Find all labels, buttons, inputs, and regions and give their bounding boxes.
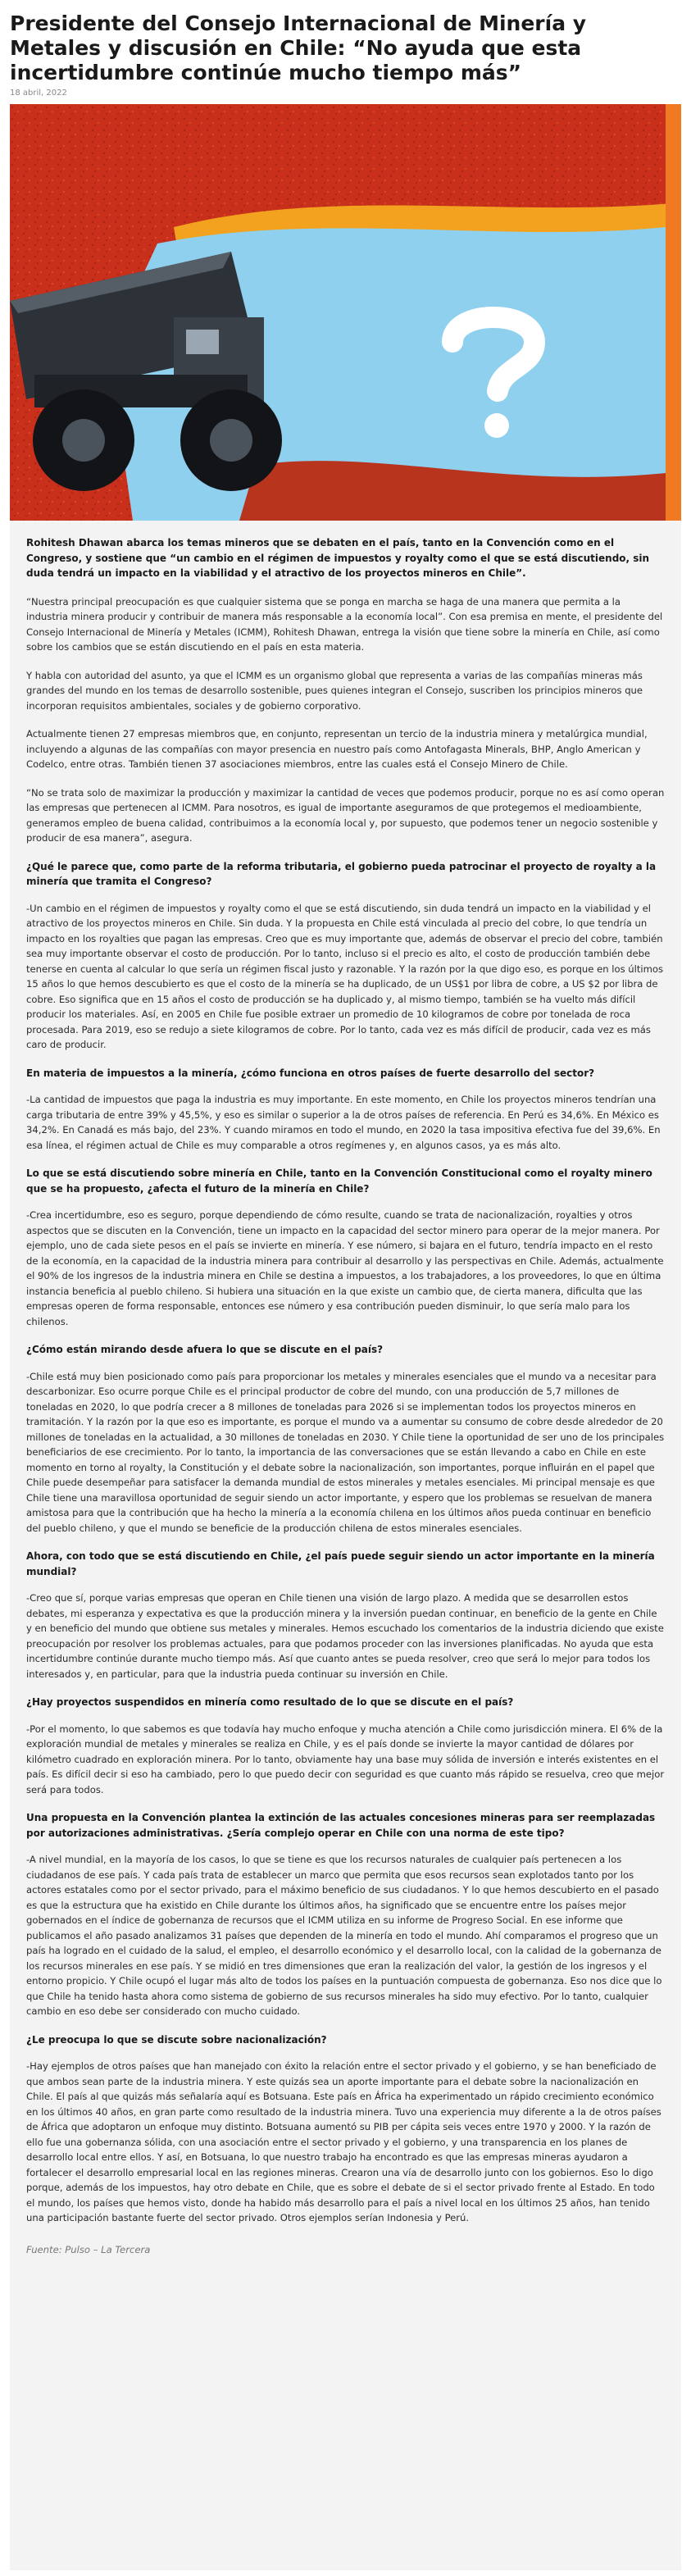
paragraph: “Nuestra principal preocupación es que cualquier sistema que se ponga en marcha se haga de una manera que permita a la industria minera producir y contribuir de manera más responsable a la economía local”. Con esa premisa en mente, el presidente del Consejo Internacional de Minería y Metales (ICMM), Rohitesh Dhawan, entrega la visión que tiene sobre la minería en Chile, así como sobre los cambios que se están discutiendo en el país en esta materia. — [26, 595, 663, 653]
hero-image — [10, 104, 681, 521]
question: En materia de impuestos a la minería, ¿cómo funciona en otros países de fuerte desarrollo del sector? — [26, 1067, 595, 1079]
paragraph: Y habla con autoridad del asunto, ya que el ICMM es un organismo global que representa a varias de las compañías mineras más grandes del mundo en los temas de desarrollo sostenible, pues quienes integran el Consejo, suscriben los principios mineros que incorporan requisitos ambientales, sociales y de gobierno corporativo. — [26, 669, 643, 712]
answer: -Chile está muy bien posicionado como país para proporcionar los metales y minerales esenciales que el mundo va a necesitar para descarbonizar. Eso ocurre porque Chile es el principal productor de cobre del mundo, con una producción de 5,7 millones de toneladas en 2020, lo que podría crecer a 8 millones de toneladas para 2026 si se implementan todos los proyectos mineros en tramitación. Y la razón por la que eso es importante, es porque el mundo va a aumentar su consumo de cobre desde alrededor de 20 millones de toneladas en la actualidad, a 30 millones de toneladas en 2030. Y Chile tiene la oportunidad de ser uno de los principales beneficiarios de ese crecimiento. Por lo tanto, la importancia de las conversaciones que se están llevando a cabo en Chile en este momento en torno al royalty, la Constitución y el debate sobre la nacionalización, son importantes, porque influirán en el papel que Chile puede desempeñar para satisfacer la demanda mundial de estos minerales y metales esenciales. Mi principal mensaje es que Chile tiene una maravillosa oportunidad de seguir siendo un actor importante, y espero que los problemas se resuelvan de manera amistosa para que la contribución que ha hecho la minería a la economía chilena en los últimos años pueda continuar en beneficio del pueblo chileno, y que el mundo se beneficie de la producción chilena de estos minerales esenciales. — [26, 1370, 665, 1534]
article-body — [10, 521, 681, 2570]
article-header — [0, 0, 691, 98]
answer: -Crea incertidumbre, eso es seguro, porque dependiendo de cómo resulte, cuando se trata de nacionalización, royalties y otros aspectos que se discuten en la Convención, tiene un impacto en la capacidad del sector minero para operar de la mejor manera. Por ejemplo, uno de cada siete pesos en el país se invierte en minería. Y ese número, si bajara en el futuro, tendría impacto en el resto de la economía, en la capacidad de la industria minera para contribuir al desarrollo y las perspectivas en Chile. Además, actualmente el 90% de los ingresos de la industria minera en Chile se destina a impuestos, a los trabajadores, a los proveedores, lo que en última instancia beneficia al pueblo chileno. Si hubiera una situación en la que existe un cambio que, de cierta manera, dificulta que las empresas operen de forma responsable, entonces ese número y esa contribución pueden disminuir, lo que sería malo para los chilenos. — [26, 1209, 664, 1327]
answer: -Un cambio en el régimen de impuestos y royalty como el que se está discutiendo, sin duda tendrá un impacto en la viabilidad y el atractivo de los proyectos mineros en Chile. Sin duda. Y la propuesta en Chile está vinculada al precio del cobre, lo que tendría un impacto en los royalties que pagan las empresas. Creo que es muy importante que, además de observar el precio del cobre, también sea muy importante observar el costo de producción. Por lo tanto, incluso si el precio es alto, el costo de producción también debe tenerse en cuenta al calcular lo que sería un régimen fiscal justo y razonable. Y la razón por la que digo eso, es porque en los últimos 15 años lo que hemos descubierto es que el costo de la minería se ha duplicado, de un US$1 por libra de cobre, a US $2 por libra de cobre. Eso significa que en 15 años el costo de producción se ha duplicado y, al mismo tiempo, también se ha vuelto más difícil producir los materiales. Así, en 2005 en Chile fue posible extraer un promedio de 10 kilogramos de cobre por tonelada de roca procesada. Para 2019, eso se redujo a siete kilogramos de cobre. Por lo tanto, cada vez es más difícil de producir, cada vez es más caro de producir. — [26, 902, 664, 1050]
article-lead: Rohitesh Dhawan abarca los temas mineros que se debaten en el país, tanto en la Convención como en el Congreso, y sostiene que “un cambio en el régimen de impuestos y royalty como el que se está discutiendo, sin duda tendrá un impacto en la viabilidad y el atractivo de los proyectos mineros en Chile”. — [26, 537, 650, 579]
answer: -A nivel mundial, en la mayoría de los casos, lo que se tiene es que los recursos naturales de cualquier país pertenecen a los ciudadanos de ese país. Y cada país trata de establecer un marco que permita que esos recursos sean explotados tanto por los actores estatales como por el sector privado, para el máximo beneficio de sus ciudadanos. Y lo que hemos descubierto en el pasado es que la estructura que ha existido en Chile durante los últimos años, ha significado que se encuentre entre los países mejor gobernados en el índice de gobernanza de recursos que el ICMM utiliza en su informe de Progreso Social. En ese informe que publicamos el año pasado analizamos 31 países que dependen de la minería en todo el mundo. Ahí comparamos el progreso que un país ha logrado en el cuidado de la salud, el empleo, el desarrollo económico y el desarrollo local, con la calidad de la gobernanza de los recursos minerales en ese país. Y se midió en tres dimensiones que eran la realización del valor, la gestión de los ingresos y el entorno propicio. Y Chile ocupó el lugar más alto de todos los países en la puntuación compuesta de gobernanza. Eso nos dice que lo que Chile ha tenido hasta ahora como sistema de gobierno de sus recursos minerales ha sido muy efectivo. Por lo tanto, cualquier cambio en eso debe ser considerado con mucho cuidado. — [26, 1854, 662, 2017]
article-source: Fuente: Pulso – La Tercera — [26, 2243, 151, 2255]
question: ¿Qué le parece que, como parte de la reforma tributaria, el gobierno pueda patrocinar el proyecto de royalty a la minería que tramita el Congreso? — [26, 860, 657, 887]
paragraph: Actualmente tienen 27 empresas miembros que, en conjunto, representan un tercio de la industria minera y metalúrgica mundial, incluyendo a algunas de las compañías con mayor presencia en nuestro país como Antofagasta Minerals, BHP, Anglo American y Codelco, entre otras. También tienen 37 asociaciones miembros, entre las cuales está el Consejo Minero de Chile. — [26, 728, 648, 770]
question: ¿Le preocupa lo que se discute sobre nacionalización? — [26, 2033, 327, 2046]
question: ¿Hay proyectos suspendidos en minería como resultado de lo que se discute en el país? — [26, 1696, 514, 1708]
answer: -Hay ejemplos de otros países que han manejado con éxito la relación entre el sector privado y el gobierno, y se han beneficiado de que ambos sean parte de la industria minera. Y este quizás sea un aporte importante para el debate sobre la nacionalización en Chile. El país al que quizás más señalaría aquí es Botsuana. Este país en África ha experimentado un rápido crecimiento económico en los últimos 40 años, en gran parte como resultado de la industria minera. Tuvo una experiencia muy diferente a la de otros países de África que adoptaron un enfoque muy distinto. Botsuana aumentó su PIB per cápita seis veces entre 1970 y 2000. Y la razón de ello fue una gobernanza sólida, con una asociación entre el sector privado y el gobierno, y una transparencia en los planes de desarrollo local entre ellos. Y así, en Botsuana, lo que nuestro trabajo ha encontrado es que las empresas mineras ayudaron a fortalecer el desarrollo empresarial local en las regiones mineras. Crearon una vía de desarrollo junto con los gobiernos. Eso lo digo porque, además de los impuestos, hay otro debate en Chile, que es sobre el debate de si el sector privado frente al Estado. En todo el mundo, los países que hemos visto, donde ha habido más desarrollo para el país a nivel local en los últimos 25 años, han tenido una participación bastante fuerte del sector privado. Otros ejemplos serían Indonesia y Perú. — [26, 2060, 661, 2223]
article-title: Presidente del Consejo Internacional de Minería y Metales y discusión en Chile: “No ayuda que esta incertidumbre continúe mucho tiempo más” — [10, 11, 587, 84]
question: Ahora, con todo que se está discutiendo en Chile, ¿el país puede seguir siendo un actor importante en la minería mundial? — [26, 1550, 655, 1577]
article-date: 18 abril, 2022 — [10, 89, 67, 98]
question: ¿Cómo están mirando desde afuera lo que se discute en el país? — [26, 1344, 384, 1355]
answer: -Creo que sí, porque varias empresas que operan en Chile tienen una visión de largo plazo. A medida que se desarrollen estos debates, mi esperanza y expectativa es que la producción minera y la inversión puedan continuar, en beneficio de la gente en Chile y en beneficio del mundo que obtiene sus metales y minerales. Hemos escuchado los comentarios de la industria diciendo que existe preocupación por resolver los problemas actuales, para que podamos proceder con las inversiones planificadas. No ayuda que esta incertidumbre continúe durante mucho tiempo más. Así que cuanto antes se pueda resolver, creo que será lo mejor para todos los interesados y, en particular, para que la industria pueda continuar su inversión en Chile. — [26, 1592, 664, 1680]
paragraph: “No se trata solo de maximizar la producción y maximizar la cantidad de veces que podemos producir, porque no es así como operan las empresas que pertenecen al ICMM. Para nosotros, es igual de importante aseguramos de que protegemos el medioambiente, generamos empleo de buena calidad, contribuimos a la economía local y, por supuesto, que podemos tener un negocio sostenible y producir de esa manera”, asegura. — [26, 786, 665, 844]
answer: -Por el momento, lo que sabemos es que todavía hay mucho enfoque y mucha atención a Chile como jurisdicción minera. El 6% de la exploración mundial de metales y minerales se realiza en Chile, y es el país donde se invierte la mayor cantidad de dólares por kilómetro cuadrado en exploración minera. Por lo tanto, obviamente hay una base muy sólida de inversión e interés existentes en el país. Es difícil decir si eso ha cambiado, pero lo que puedo decir con seguridad es que cuanto más rápido se resuelva, creo que mejor será para todos. — [26, 1723, 665, 1795]
question: Una propuesta en la Convención plantea la extinción de las actuales concesiones mineras para ser reemplazadas por autorizaciones administrativas. ¿Sería complejo operar en Chile con una norma de este tipo? — [26, 1812, 656, 1839]
question: Lo que se está discutiendo sobre minería en Chile, tanto en la Convención Constitucional como el royalty minero que se ha propuesto, ¿afecta el futuro de la minería en Chile? — [26, 1167, 652, 1195]
answer: -La cantidad de impuestos que paga la industria es muy importante. En este momento, en Chile los proyectos mineros tendrían una carga tributaria de entre 39% y 45,5%, y eso es similar o superior a la de otros países de referencia. En Perú es 34,6%. En México es 34,2%. En Canadá es más bajo, del 23%. Y cuando miramos en todo el mundo, en 2020 la tasa impositiva efectiva fue del 39,6%. En esa línea, el régimen actual de Chile es muy comparable a otros regímenes y, en algunos casos, ya es más alto. — [26, 1094, 661, 1151]
